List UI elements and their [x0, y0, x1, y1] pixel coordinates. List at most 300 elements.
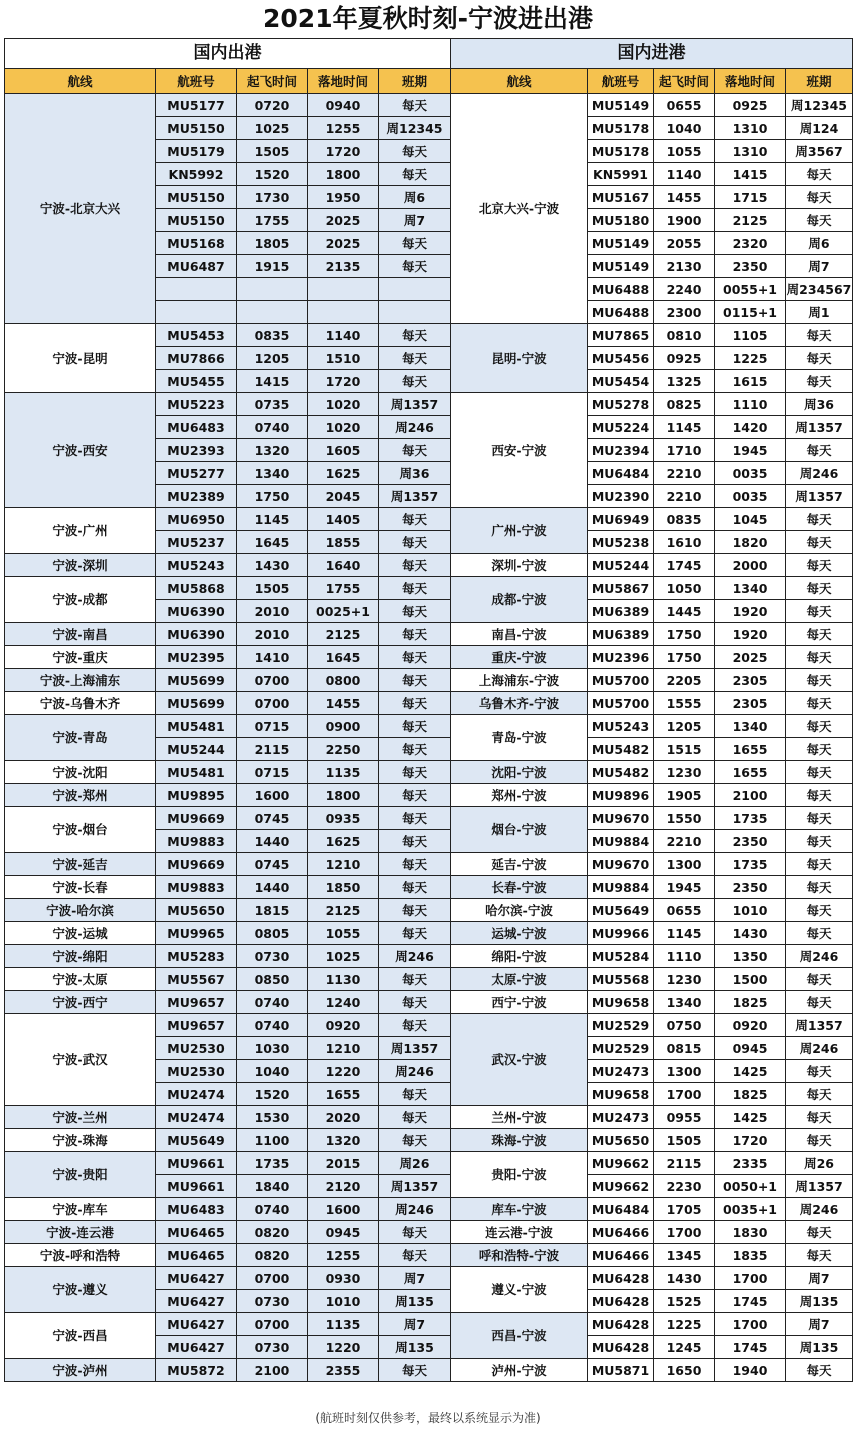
inbound-flight-cell: MU9896 [588, 784, 654, 807]
outbound-days-cell: 每天 [379, 163, 451, 186]
inbound-arr-cell: 1700 [715, 1313, 786, 1336]
inbound-arr-cell: 2350 [715, 830, 786, 853]
inbound-flight-cell: MU5871 [588, 1359, 654, 1382]
outbound-days-cell: 周1357 [379, 393, 451, 416]
header-days-out: 班期 [379, 69, 451, 94]
outbound-days-cell [379, 278, 451, 301]
table-row [5, 853, 853, 876]
outbound-flight-cell: MU9883 [156, 830, 237, 853]
route-cell-outbound: 宁波-泸州 [5, 1359, 156, 1382]
outbound-dep-cell: 2100 [237, 1359, 308, 1382]
outbound-flight-cell: KN5992 [156, 163, 237, 186]
inbound-arr-cell: 1110 [715, 393, 786, 416]
inbound-days-cell: 周234567 [786, 278, 853, 301]
inbound-days-cell: 每天 [786, 531, 853, 554]
outbound-days-cell: 每天 [379, 623, 451, 646]
outbound-flight-cell: MU5277 [156, 462, 237, 485]
outbound-flight-cell: MU6427 [156, 1267, 237, 1290]
outbound-flight-cell: MU5868 [156, 577, 237, 600]
table-row [5, 577, 853, 600]
outbound-dep-cell: 1505 [237, 577, 308, 600]
inbound-days-cell: 周6 [786, 232, 853, 255]
route-cell-inbound: 呼和浩特-宁波 [451, 1244, 588, 1267]
outbound-dep-cell: 1735 [237, 1152, 308, 1175]
outbound-dep-cell: 0700 [237, 692, 308, 715]
outbound-flight-cell: MU5649 [156, 1129, 237, 1152]
inbound-dep-cell: 1145 [654, 416, 715, 439]
outbound-flight-cell: MU9657 [156, 1014, 237, 1037]
outbound-days-cell: 周12345 [379, 117, 451, 140]
route-cell-outbound: 宁波-哈尔滨 [5, 899, 156, 922]
route-cell-outbound: 宁波-呼和浩特 [5, 1244, 156, 1267]
route-cell-outbound: 宁波-运城 [5, 922, 156, 945]
outbound-arr-cell: 1855 [308, 531, 379, 554]
inbound-dep-cell: 2240 [654, 278, 715, 301]
route-cell-outbound: 宁波-深圳 [5, 554, 156, 577]
header-flight-in: 航班号 [588, 69, 654, 94]
inbound-arr-cell: 1615 [715, 370, 786, 393]
inbound-flight-cell: MU5650 [588, 1129, 654, 1152]
table-row [5, 1106, 853, 1129]
inbound-dep-cell: 1505 [654, 1129, 715, 1152]
inbound-dep-cell: 1345 [654, 1244, 715, 1267]
inbound-days-cell: 周246 [786, 1037, 853, 1060]
outbound-days-cell: 每天 [379, 554, 451, 577]
outbound-arr-cell: 2250 [308, 738, 379, 761]
outbound-days-cell: 周135 [379, 1336, 451, 1359]
outbound-arr-cell: 1020 [308, 416, 379, 439]
inbound-dep-cell: 1900 [654, 209, 715, 232]
inbound-dep-cell: 1050 [654, 577, 715, 600]
outbound-flight-cell: MU6427 [156, 1313, 237, 1336]
inbound-days-cell: 每天 [786, 738, 853, 761]
inbound-arr-cell: 1830 [715, 1221, 786, 1244]
inbound-days-cell: 每天 [786, 1083, 853, 1106]
outbound-days-cell: 周7 [379, 209, 451, 232]
route-cell-inbound: 延吉-宁波 [451, 853, 588, 876]
table-row [5, 715, 853, 738]
inbound-flight-cell: MU6466 [588, 1244, 654, 1267]
outbound-arr-cell: 0025+1 [308, 600, 379, 623]
inbound-dep-cell: 1945 [654, 876, 715, 899]
inbound-dep-cell: 1750 [654, 623, 715, 646]
outbound-days-cell: 每天 [379, 784, 451, 807]
outbound-flight-cell: MU5150 [156, 186, 237, 209]
outbound-dep-cell: 0715 [237, 715, 308, 738]
inbound-days-cell: 每天 [786, 692, 853, 715]
outbound-arr-cell: 1055 [308, 922, 379, 945]
outbound-arr-cell: 1240 [308, 991, 379, 1014]
outbound-days-cell: 每天 [379, 669, 451, 692]
inbound-arr-cell: 2025 [715, 646, 786, 669]
inbound-flight-cell: MU2473 [588, 1060, 654, 1083]
outbound-days-cell: 每天 [379, 1359, 451, 1382]
route-cell-inbound: 深圳-宁波 [451, 554, 588, 577]
outbound-arr-cell: 1850 [308, 876, 379, 899]
outbound-days-cell: 每天 [379, 1106, 451, 1129]
outbound-arr-cell: 1720 [308, 140, 379, 163]
inbound-arr-cell: 1735 [715, 807, 786, 830]
outbound-arr-cell: 1140 [308, 324, 379, 347]
inbound-arr-cell: 1350 [715, 945, 786, 968]
inbound-days-cell: 周135 [786, 1336, 853, 1359]
inbound-days-cell: 每天 [786, 853, 853, 876]
route-cell-outbound: 宁波-南昌 [5, 623, 156, 646]
outbound-arr-cell: 1455 [308, 692, 379, 715]
outbound-flight-cell: MU2389 [156, 485, 237, 508]
inbound-dep-cell: 0655 [654, 899, 715, 922]
outbound-dep-cell: 0740 [237, 1198, 308, 1221]
route-cell-inbound: 西昌-宁波 [451, 1313, 588, 1359]
inbound-dep-cell: 1705 [654, 1198, 715, 1221]
outbound-arr-cell: 2120 [308, 1175, 379, 1198]
outbound-flight-cell: MU2474 [156, 1106, 237, 1129]
outbound-flight-cell: MU6427 [156, 1336, 237, 1359]
inbound-days-cell: 每天 [786, 669, 853, 692]
inbound-flight-cell: MU5867 [588, 577, 654, 600]
route-cell-inbound: 西宁-宁波 [451, 991, 588, 1014]
route-cell-inbound: 成都-宁波 [451, 577, 588, 623]
table-row [5, 1244, 853, 1267]
outbound-flight-cell: MU5223 [156, 393, 237, 416]
inbound-days-cell: 周7 [786, 255, 853, 278]
inbound-days-cell: 每天 [786, 830, 853, 853]
inbound-days-cell: 每天 [786, 761, 853, 784]
inbound-dep-cell: 2210 [654, 462, 715, 485]
inbound-days-cell: 每天 [786, 807, 853, 830]
outbound-arr-cell: 2125 [308, 899, 379, 922]
inbound-dep-cell: 0750 [654, 1014, 715, 1037]
inbound-flight-cell: MU6466 [588, 1221, 654, 1244]
route-cell-outbound: 宁波-西昌 [5, 1313, 156, 1359]
outbound-arr-cell: 1255 [308, 1244, 379, 1267]
section-outbound-title: 国内出港 [5, 39, 451, 69]
table-row [5, 1359, 853, 1382]
inbound-flight-cell: MU5180 [588, 209, 654, 232]
table-row [5, 1267, 853, 1290]
outbound-days-cell: 周7 [379, 1313, 451, 1336]
outbound-dep-cell: 0850 [237, 968, 308, 991]
outbound-flight-cell: MU5168 [156, 232, 237, 255]
outbound-dep-cell: 1340 [237, 462, 308, 485]
outbound-arr-cell: 0920 [308, 1014, 379, 1037]
inbound-days-cell: 周1 [786, 301, 853, 324]
table-row [5, 784, 853, 807]
table-row [5, 1152, 853, 1175]
outbound-arr-cell: 1510 [308, 347, 379, 370]
outbound-flight-cell: MU6483 [156, 1198, 237, 1221]
outbound-arr-cell: 1625 [308, 462, 379, 485]
inbound-flight-cell: MU6389 [588, 600, 654, 623]
inbound-dep-cell: 1145 [654, 922, 715, 945]
inbound-arr-cell: 1835 [715, 1244, 786, 1267]
table-row [5, 646, 853, 669]
route-cell-outbound: 宁波-长春 [5, 876, 156, 899]
inbound-days-cell: 每天 [786, 1060, 853, 1083]
outbound-dep-cell: 2010 [237, 600, 308, 623]
header-arr-in: 落地时间 [715, 69, 786, 94]
outbound-arr-cell: 1600 [308, 1198, 379, 1221]
outbound-dep-cell: 0820 [237, 1244, 308, 1267]
outbound-dep-cell: 0835 [237, 324, 308, 347]
outbound-dep-cell [237, 301, 308, 324]
outbound-dep-cell: 0740 [237, 991, 308, 1014]
outbound-flight-cell: MU9661 [156, 1152, 237, 1175]
table-row [5, 623, 853, 646]
outbound-arr-cell: 1020 [308, 393, 379, 416]
outbound-arr-cell: 1010 [308, 1290, 379, 1313]
outbound-dep-cell: 1815 [237, 899, 308, 922]
outbound-days-cell: 每天 [379, 807, 451, 830]
inbound-flight-cell: MU5456 [588, 347, 654, 370]
inbound-dep-cell: 1205 [654, 715, 715, 738]
outbound-dep-cell [237, 278, 308, 301]
inbound-arr-cell: 1045 [715, 508, 786, 531]
inbound-flight-cell: MU5178 [588, 117, 654, 140]
inbound-flight-cell: MU6488 [588, 301, 654, 324]
outbound-arr-cell: 1625 [308, 830, 379, 853]
outbound-dep-cell: 1600 [237, 784, 308, 807]
inbound-flight-cell: MU5238 [588, 531, 654, 554]
outbound-dep-cell: 1025 [237, 117, 308, 140]
inbound-dep-cell: 1430 [654, 1267, 715, 1290]
outbound-days-cell: 每天 [379, 738, 451, 761]
inbound-arr-cell: 2100 [715, 784, 786, 807]
inbound-dep-cell: 1230 [654, 968, 715, 991]
inbound-dep-cell: 2210 [654, 830, 715, 853]
outbound-dep-cell: 0735 [237, 393, 308, 416]
outbound-flight-cell: MU9657 [156, 991, 237, 1014]
outbound-days-cell: 每天 [379, 439, 451, 462]
section-header-row [5, 39, 853, 69]
route-cell-outbound: 宁波-西安 [5, 393, 156, 508]
outbound-days-cell: 每天 [379, 1129, 451, 1152]
inbound-dep-cell: 1550 [654, 807, 715, 830]
inbound-flight-cell: MU5178 [588, 140, 654, 163]
outbound-dep-cell: 0745 [237, 853, 308, 876]
inbound-days-cell: 每天 [786, 899, 853, 922]
outbound-dep-cell: 0715 [237, 761, 308, 784]
outbound-flight-cell: MU5237 [156, 531, 237, 554]
route-cell-inbound: 库车-宁波 [451, 1198, 588, 1221]
outbound-dep-cell: 1415 [237, 370, 308, 393]
inbound-arr-cell: 1415 [715, 163, 786, 186]
outbound-arr-cell: 1210 [308, 853, 379, 876]
outbound-dep-cell: 1915 [237, 255, 308, 278]
page-title: 2021年夏秋时刻-宁波进出港 [263, 4, 593, 33]
inbound-arr-cell: 2305 [715, 692, 786, 715]
inbound-flight-cell: MU2529 [588, 1014, 654, 1037]
inbound-days-cell: 每天 [786, 623, 853, 646]
inbound-days-cell: 每天 [786, 968, 853, 991]
outbound-flight-cell: MU5699 [156, 669, 237, 692]
inbound-arr-cell: 2125 [715, 209, 786, 232]
inbound-days-cell: 每天 [786, 370, 853, 393]
table-row [5, 669, 853, 692]
outbound-arr-cell: 2015 [308, 1152, 379, 1175]
inbound-flight-cell: MU7865 [588, 324, 654, 347]
inbound-arr-cell: 1920 [715, 600, 786, 623]
outbound-dep-cell: 1840 [237, 1175, 308, 1198]
inbound-dep-cell: 1230 [654, 761, 715, 784]
outbound-flight-cell: MU6950 [156, 508, 237, 531]
inbound-dep-cell: 1555 [654, 692, 715, 715]
inbound-days-cell: 周1357 [786, 1014, 853, 1037]
outbound-dep-cell: 1730 [237, 186, 308, 209]
outbound-dep-cell: 1520 [237, 1083, 308, 1106]
inbound-flight-cell: MU9966 [588, 922, 654, 945]
inbound-flight-cell: KN5991 [588, 163, 654, 186]
outbound-dep-cell: 0720 [237, 94, 308, 117]
outbound-days-cell: 每天 [379, 370, 451, 393]
inbound-arr-cell: 2350 [715, 876, 786, 899]
outbound-days-cell: 每天 [379, 531, 451, 554]
outbound-dep-cell: 1505 [237, 140, 308, 163]
route-cell-inbound: 南昌-宁波 [451, 623, 588, 646]
outbound-dep-cell: 0730 [237, 945, 308, 968]
outbound-flight-cell: MU5455 [156, 370, 237, 393]
outbound-flight-cell: MU6487 [156, 255, 237, 278]
outbound-flight-cell: MU9965 [156, 922, 237, 945]
outbound-days-cell: 每天 [379, 968, 451, 991]
inbound-days-cell: 周7 [786, 1267, 853, 1290]
inbound-days-cell: 每天 [786, 715, 853, 738]
outbound-dep-cell: 0805 [237, 922, 308, 945]
outbound-dep-cell: 1440 [237, 830, 308, 853]
route-cell-outbound: 宁波-郑州 [5, 784, 156, 807]
route-cell-inbound: 北京大兴-宁波 [451, 94, 588, 324]
outbound-flight-cell: MU5481 [156, 715, 237, 738]
outbound-days-cell: 周36 [379, 462, 451, 485]
outbound-days-cell: 每天 [379, 715, 451, 738]
inbound-arr-cell: 1105 [715, 324, 786, 347]
inbound-arr-cell: 1820 [715, 531, 786, 554]
inbound-flight-cell: MU6389 [588, 623, 654, 646]
outbound-arr-cell: 1210 [308, 1037, 379, 1060]
route-cell-outbound: 宁波-沈阳 [5, 761, 156, 784]
inbound-days-cell: 每天 [786, 991, 853, 1014]
outbound-arr-cell: 1025 [308, 945, 379, 968]
outbound-flight-cell: MU5179 [156, 140, 237, 163]
route-cell-inbound: 哈尔滨-宁波 [451, 899, 588, 922]
route-cell-outbound: 宁波-广州 [5, 508, 156, 554]
inbound-days-cell: 周246 [786, 462, 853, 485]
inbound-arr-cell: 1940 [715, 1359, 786, 1382]
inbound-dep-cell: 2130 [654, 255, 715, 278]
inbound-flight-cell: MU9670 [588, 807, 654, 830]
outbound-dep-cell: 0700 [237, 669, 308, 692]
inbound-flight-cell: MU5278 [588, 393, 654, 416]
route-cell-inbound: 长春-宁波 [451, 876, 588, 899]
outbound-arr-cell: 1800 [308, 163, 379, 186]
route-cell-inbound: 重庆-宁波 [451, 646, 588, 669]
outbound-arr-cell: 1655 [308, 1083, 379, 1106]
inbound-arr-cell: 1655 [715, 738, 786, 761]
outbound-arr-cell: 2355 [308, 1359, 379, 1382]
outbound-arr-cell: 1645 [308, 646, 379, 669]
outbound-days-cell: 每天 [379, 761, 451, 784]
inbound-days-cell: 周1357 [786, 1175, 853, 1198]
outbound-flight-cell: MU5283 [156, 945, 237, 968]
inbound-flight-cell: MU2396 [588, 646, 654, 669]
header-arr-out: 落地时间 [308, 69, 379, 94]
route-cell-inbound: 郑州-宁波 [451, 784, 588, 807]
outbound-flight-cell: MU5177 [156, 94, 237, 117]
table-row [5, 922, 853, 945]
inbound-flight-cell: MU5149 [588, 94, 654, 117]
inbound-dep-cell: 1055 [654, 140, 715, 163]
inbound-flight-cell: MU5454 [588, 370, 654, 393]
inbound-dep-cell: 2300 [654, 301, 715, 324]
outbound-dep-cell: 1100 [237, 1129, 308, 1152]
inbound-days-cell: 每天 [786, 347, 853, 370]
outbound-arr-cell [308, 278, 379, 301]
route-cell-inbound: 烟台-宁波 [451, 807, 588, 853]
outbound-arr-cell: 1220 [308, 1060, 379, 1083]
inbound-days-cell: 周124 [786, 117, 853, 140]
inbound-days-cell: 每天 [786, 646, 853, 669]
outbound-flight-cell: MU5872 [156, 1359, 237, 1382]
outbound-days-cell: 每天 [379, 991, 451, 1014]
column-header-row [5, 69, 853, 94]
inbound-days-cell: 每天 [786, 439, 853, 462]
route-cell-inbound: 广州-宁波 [451, 508, 588, 554]
outbound-days-cell: 周246 [379, 1198, 451, 1221]
table-row [5, 876, 853, 899]
route-cell-outbound: 宁波-太原 [5, 968, 156, 991]
inbound-dep-cell: 0835 [654, 508, 715, 531]
route-cell-inbound: 兰州-宁波 [451, 1106, 588, 1129]
table-row [5, 393, 853, 416]
inbound-flight-cell: MU5700 [588, 669, 654, 692]
header-dep-out: 起飞时间 [237, 69, 308, 94]
inbound-days-cell: 每天 [786, 209, 853, 232]
outbound-dep-cell: 1145 [237, 508, 308, 531]
inbound-days-cell: 周1357 [786, 416, 853, 439]
outbound-dep-cell: 1040 [237, 1060, 308, 1083]
outbound-flight-cell: MU2395 [156, 646, 237, 669]
table-row [5, 1221, 853, 1244]
outbound-days-cell: 每天 [379, 255, 451, 278]
outbound-days-cell: 每天 [379, 692, 451, 715]
outbound-flight-cell: MU5650 [156, 899, 237, 922]
outbound-arr-cell: 1130 [308, 968, 379, 991]
inbound-flight-cell: MU6428 [588, 1336, 654, 1359]
inbound-flight-cell: MU9670 [588, 853, 654, 876]
outbound-dep-cell: 1440 [237, 876, 308, 899]
route-cell-inbound: 武汉-宁波 [451, 1014, 588, 1106]
outbound-dep-cell: 1320 [237, 439, 308, 462]
inbound-days-cell: 每天 [786, 1106, 853, 1129]
outbound-arr-cell: 0935 [308, 807, 379, 830]
outbound-dep-cell: 0740 [237, 1014, 308, 1037]
inbound-days-cell: 周7 [786, 1313, 853, 1336]
inbound-days-cell: 每天 [786, 577, 853, 600]
route-cell-inbound: 遵义-宁波 [451, 1267, 588, 1313]
inbound-arr-cell: 0055+1 [715, 278, 786, 301]
route-cell-outbound: 宁波-重庆 [5, 646, 156, 669]
inbound-flight-cell: MU5700 [588, 692, 654, 715]
inbound-days-cell: 每天 [786, 508, 853, 531]
route-cell-inbound: 绵阳-宁波 [451, 945, 588, 968]
inbound-arr-cell: 2320 [715, 232, 786, 255]
route-cell-inbound: 青岛-宁波 [451, 715, 588, 761]
outbound-arr-cell: 0800 [308, 669, 379, 692]
outbound-arr-cell: 1255 [308, 117, 379, 140]
inbound-dep-cell: 1515 [654, 738, 715, 761]
outbound-days-cell: 周1357 [379, 1175, 451, 1198]
inbound-arr-cell: 0945 [715, 1037, 786, 1060]
